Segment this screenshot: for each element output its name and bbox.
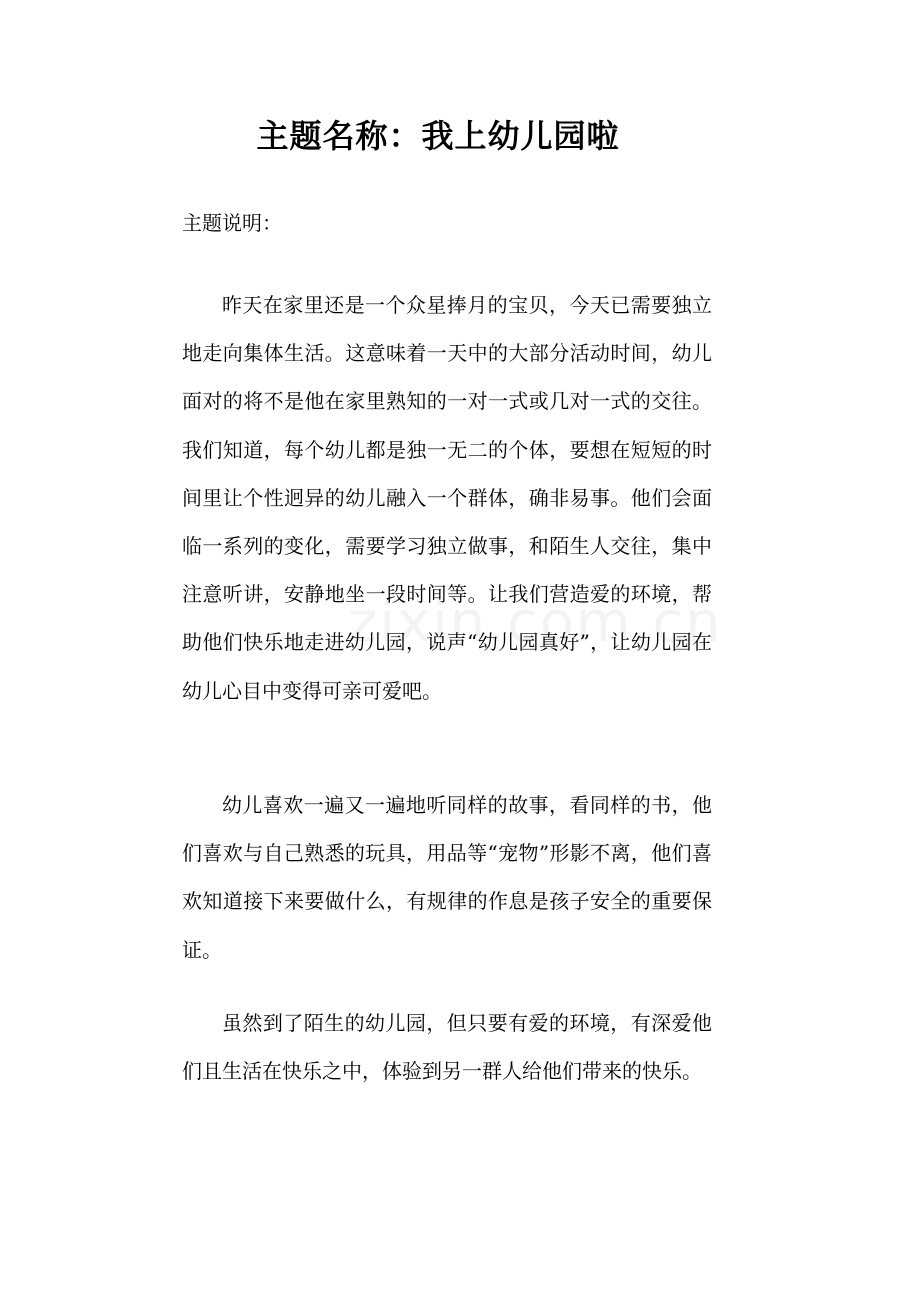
paragraph-1: 昨天在家里还是一个众星捧月的宝贝，今天已需要独立地走向集体生活。这意味着一天中的大部分活动时间，幼儿面对的将不是他在家里熟知的一对一式或几对一式的交往。我们知道，每个幼儿都是独一无二的个体，要想在短短的时间里让个性迥异的幼儿融入一个群体，确非易事。他们会面临一系列的变化，需要学习独立做事，和陌生人交往，集中注意听讲，安静地坐一段时间等。让我们营造爱的环境，帮助他们快乐地走进幼儿园，说声“幼儿园真好”，让幼儿园在幼儿心目中变得可亲可爱吧。 <box>182 293 712 703</box>
watermark-text <box>348 590 723 655</box>
document-title: 主题名称：我上幼儿园啦 <box>256 117 620 155</box>
paragraph-2: 幼儿喜欢一遍又一遍地听同样的故事，看同样的书，他们喜欢与自己熟悉的玩具，用品等“宠物”形影不离，他们喜欢知道接下来要做什么，有规律的作息是孩子安全的重要保证。 <box>182 793 712 962</box>
section-label: 主题说明： <box>182 211 282 235</box>
paragraph-3: 虽然到了陌生的幼儿园，但只要有爱的环境，有深爱他们且生活在快乐之中，体验到另一群人给他们带来的快乐。 <box>182 1011 712 1084</box>
